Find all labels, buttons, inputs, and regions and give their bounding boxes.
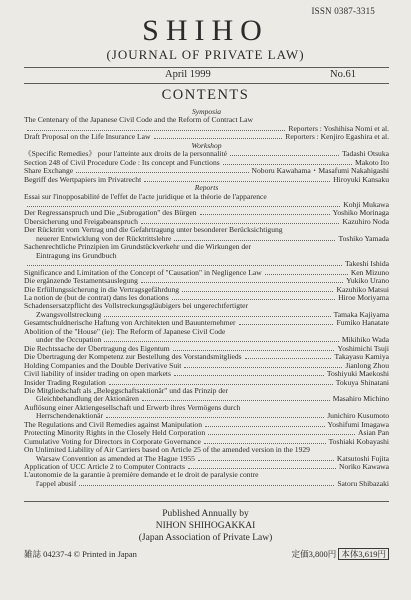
article-author: Kazuhiko Matsui: [336, 284, 389, 294]
section-reports: Reports: [194, 183, 219, 193]
article-title: under the Occupation: [36, 336, 102, 345]
article-author: Hiroe Moriyama: [338, 292, 389, 302]
article-author: Yoshifumi Imagawa: [327, 419, 389, 429]
leader-dots: [204, 443, 326, 444]
leader-dots: [154, 138, 283, 139]
contents-heading: CONTENTS: [161, 87, 250, 103]
leader-dots: [245, 358, 332, 359]
article-title: Auflösung einer Aktiengesellschaft und Erwerb ihres Vermögens durch: [24, 403, 241, 412]
price-block: [292, 548, 389, 560]
leader-dots: [182, 291, 333, 292]
leader-dots: [141, 223, 340, 224]
toc-entry: [24, 336, 389, 344]
leader-dots: [27, 265, 342, 266]
reports-list: [24, 193, 389, 489]
toc-entry: [24, 421, 389, 429]
article-title: La notion de (but de contrat) dans les donations: [24, 293, 169, 302]
article-title: Schadensersatzpflicht des Vollstreckungsgläubigers bei ungerechtfertigter: [24, 302, 249, 311]
leader-dots: [76, 172, 248, 173]
article-title: Protecting Minority Rights in the Closely Held Corporation: [24, 429, 206, 438]
article-title: Gleichbehandlung der Aktionären: [36, 395, 139, 404]
article-author: Kohji Mukawa: [343, 199, 389, 209]
article-author: Toshiyuki Maekoshi: [326, 369, 389, 379]
divider: [24, 501, 389, 502]
leader-dots: [141, 282, 343, 283]
table-of-contents: [24, 108, 389, 488]
toc-entry: [24, 438, 389, 446]
leader-dots: [79, 485, 334, 486]
toc-entry: [24, 243, 389, 251]
article-author: Reporters : Yoshihisa Nomi et al.: [288, 123, 389, 133]
leader-dots: [188, 468, 336, 469]
leader-dots: [200, 214, 330, 215]
publisher-association: (Japan Association of Private Law): [138, 533, 273, 543]
symposia-list: [24, 116, 389, 141]
article-title: Holding Companies and the Double Derivative Suit: [24, 361, 182, 370]
workshop-list: [24, 150, 389, 184]
article-title: Eintragung ins Grundbuch: [36, 251, 117, 260]
journal-title: SHIHO: [142, 14, 269, 47]
article-title: Die Mitgliedschaft als „Beleggschaftsaktionär" und das Prinzip der: [24, 386, 229, 395]
article-title: Warsaw Convention as amended at The Hague 1955: [36, 454, 195, 463]
issn: ISSN 0387-3315: [311, 6, 375, 16]
toc-entry: [24, 455, 389, 463]
article-author: Katsutoshi Fujita: [336, 453, 389, 463]
article-title: The Centenary of the Japanese Civil Code and the Reform of Contract Law: [24, 116, 254, 125]
leader-dots: [174, 240, 335, 241]
toc-entry: [24, 446, 389, 454]
toc-entry: [24, 370, 389, 378]
toc-entry: [24, 480, 389, 488]
article-title: 《Specific Remedies》 pour l'atteinte aux droits de la personnalité: [24, 150, 227, 159]
issue-date: April 1999: [165, 69, 211, 80]
article-title: Herrschendenaktionär: [36, 412, 104, 421]
leader-dots: [27, 130, 285, 131]
leader-dots: [239, 324, 334, 325]
toc-entry: [24, 328, 389, 336]
article-title: The Regulations and Civil Remedies against Manipulation: [24, 420, 203, 429]
leader-dots: [265, 274, 348, 275]
leader-dots: [205, 426, 325, 427]
article-title: Die Übertragung der Kompetenz zur Bestellung des Vorstandsmitglieds: [24, 353, 242, 362]
toc-entry: [24, 379, 389, 387]
article-author: Yoshiko Morinaga: [332, 208, 389, 218]
article-author: Takayasu Kamiya: [334, 352, 389, 362]
article-title: Übersicherung und Freigabeanspruch: [24, 217, 138, 226]
leader-dots: [142, 400, 330, 401]
leader-dots: [174, 375, 324, 376]
article-author: Noboru Kawahama・Masafumi Nakahigashi: [251, 166, 389, 176]
article-title: Der Rücktritt vom Vertrag und die Gefahrtragung unter besonderer Berücksichtigung: [24, 226, 283, 235]
article-author: Noriko Kawawa: [339, 462, 389, 472]
article-author: Takeshi Ishida: [345, 259, 389, 269]
article-author: Mikihiko Wada: [341, 335, 389, 345]
leader-dots: [106, 417, 324, 418]
toc-entry: [24, 395, 389, 403]
toc-entry: [24, 286, 389, 294]
article-title: Application of UCC Article 2 to Computer Contracts: [24, 463, 185, 472]
article-author: Jianlong Zhou: [345, 360, 389, 370]
toc-entry: [24, 252, 389, 260]
article-title: Essai sur l'inopposabilité de l'effet de l'acte juridique et la théorie de l'apparence: [24, 192, 267, 201]
toc-entry: [24, 463, 389, 471]
leader-dots: [27, 206, 340, 207]
article-title: Share Exchange: [24, 167, 74, 176]
toc-entry: [24, 150, 389, 158]
leader-dots: [230, 155, 339, 156]
article-author: Tamaka Kajiyama: [333, 309, 389, 319]
article-title: Insider Trading Regulation: [24, 378, 106, 387]
article-author: Junichiro Kusumoto: [327, 411, 389, 421]
leader-dots: [144, 181, 330, 182]
leader-dots: [109, 384, 333, 385]
price: 定価3,800円: [291, 549, 337, 559]
section-symposia: Symposia: [191, 107, 222, 116]
toc-entry: [24, 319, 389, 327]
article-title: Der Regressanspruch und Die „Subrogation" des Bürgen: [24, 209, 197, 218]
article-author: Reporters : Kenjiro Egashira et al.: [285, 132, 389, 142]
leader-dots: [198, 460, 334, 461]
article-title: Gesamtschuldnerische Haftung von Architekten und Bauunternehmer: [24, 319, 236, 328]
divider: [24, 83, 389, 84]
publisher-block: [0, 508, 411, 544]
section-workshop: Workshop: [191, 140, 222, 150]
article-title: Die Erfüllungssicherung in die Vertragsgefährdung: [24, 285, 180, 294]
article-title: Die Rechtssache der Übertragung des Eigentum: [24, 344, 170, 353]
article-author: Satoru Shibazaki: [337, 478, 389, 488]
article-title: Begriff des Wertpapiers im Privatrecht: [24, 175, 142, 184]
toc-entry: [24, 209, 389, 217]
article-title: On Unlimited Liability of Air Carriers based on Article 25 of the amended version in the 1929: [24, 446, 310, 455]
leader-dots: [208, 434, 355, 435]
toc-entry: [24, 226, 389, 234]
toc-entry: [24, 294, 389, 302]
article-author: Makoto Ito: [355, 157, 389, 167]
toc-entry: [24, 218, 389, 226]
article-author: Hiroyuki Kansaku: [333, 174, 389, 184]
article-title: Sachenrechtliche Prinzipien im Grundstückverkehr und die Wirkungen der: [24, 243, 252, 252]
leader-dots: [223, 164, 352, 165]
article-author: Yoshimichi Tsuji: [337, 343, 389, 353]
article-title: l'appel abusif: [36, 479, 77, 488]
base-price: 本体3,619円: [338, 548, 389, 560]
article-title: Abolition of the "House" (ie): The Reform of Japanese Civil Code: [24, 327, 226, 336]
leader-dots: [184, 367, 342, 368]
toc-entry: [24, 471, 389, 479]
leader-dots: [172, 299, 336, 300]
toc-entry: [24, 269, 389, 277]
article-author: Toshiko Yamada: [338, 233, 389, 243]
article-author: Tadashi Otsuka: [342, 149, 389, 159]
toc-entry: [24, 260, 389, 268]
journal-subtitle: (JOURNAL OF PRIVATE LAW): [106, 47, 305, 62]
article-author: Fumiko Hanatate: [336, 318, 389, 328]
article-title: Cumulative Voting for Directors in Corporate Governance: [24, 437, 201, 446]
toc-entry: [24, 193, 389, 201]
footer: [24, 548, 389, 562]
article-title: Civil liability of insider trading on open markets: [24, 370, 171, 379]
issue-number: No.61: [330, 69, 356, 80]
article-author: Yukiko Urano: [346, 276, 389, 286]
toc-entry: [24, 277, 389, 285]
toc-entry: [24, 311, 389, 319]
article-author: Toshiaki Kobayashi: [328, 436, 389, 446]
leader-dots: [104, 316, 330, 317]
article-author: Ken Mizuno: [350, 267, 389, 277]
publisher-name: NIHON SHIHOGAKKAI: [155, 521, 256, 531]
publisher-line: Published Annually by: [162, 509, 249, 519]
article-title: Section 248 of Civil Procedure Code : Its concept and Functions: [24, 158, 220, 167]
toc-entry: [24, 353, 389, 361]
leader-dots: [173, 350, 335, 351]
toc-entry: [24, 235, 389, 243]
article-author: Masahiro Michino: [332, 394, 389, 404]
article-author: Kazuhiro Noda: [342, 216, 389, 226]
article-title: L'autonomie de la garantie à première demande et le droit de paralysie contre: [24, 471, 259, 480]
article-title: Zwangsvollstreckung: [36, 310, 102, 319]
article-title: neuerer Entwicklung von der Rücktrittslehre: [36, 234, 172, 243]
article-title: Draft Proposal on the Life Insurance Law: [24, 133, 151, 142]
magazine-code: 雑誌 04237-4 © Printed in Japan: [24, 549, 137, 559]
divider: [24, 67, 389, 68]
article-author: Asian Pan: [357, 428, 389, 438]
article-title: Significance and Limitation of the Concept of "Causation" in Negligence Law: [24, 268, 262, 277]
article-author: Tokuya Shinatani: [335, 377, 389, 387]
article-title: Die ergänzende Testamentsauslegung: [24, 277, 138, 286]
leader-dots: [104, 341, 338, 342]
